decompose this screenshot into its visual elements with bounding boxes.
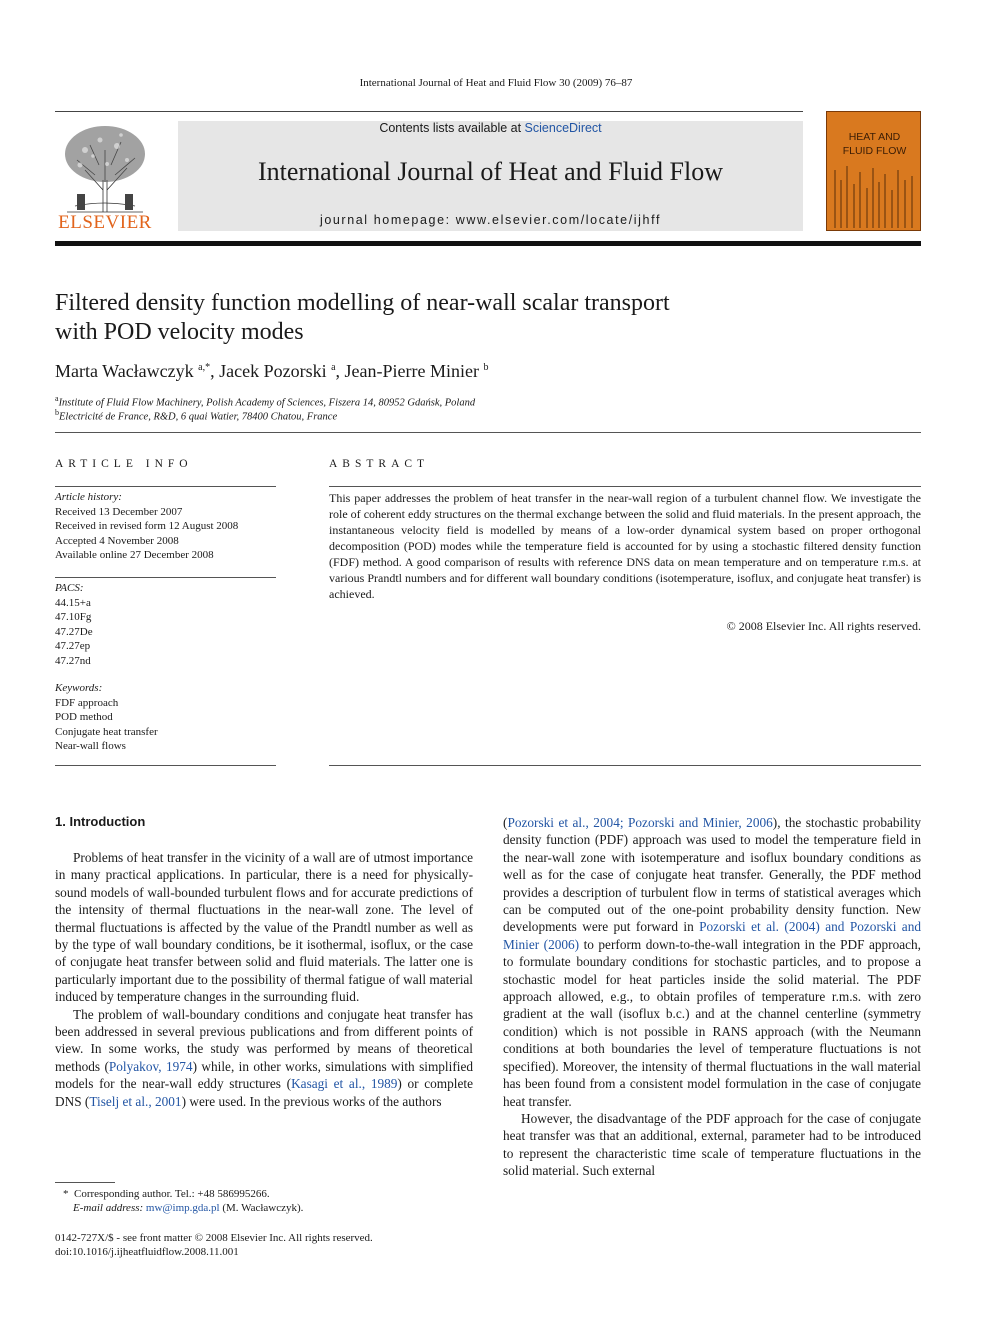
author-sup: a,* bbox=[198, 362, 211, 373]
text-run: ) or complete DNS ( bbox=[55, 1076, 473, 1109]
right-column bbox=[503, 814, 921, 1180]
text-run: ) were used. In the previous works of the authors bbox=[181, 1093, 442, 1109]
pacs-item: 47.27nd bbox=[55, 654, 91, 667]
intro-paragraph-3 bbox=[503, 814, 921, 1110]
section-heading: 1. Introduction bbox=[55, 814, 146, 829]
footnote bbox=[55, 1187, 473, 1215]
header-thick-rule bbox=[55, 241, 921, 246]
pacs-label: PACS: bbox=[55, 582, 84, 594]
abstract-rule bbox=[329, 486, 921, 487]
footnote-rule bbox=[55, 1182, 115, 1183]
intro-paragraph-1: Problems of heat transfer in the vicinity of a wall are of utmost importance in many practical applications. In particular, there is a need for physically-sound models of wall-bounded turbulent flows and for accurate predictions of the intensity of thermal fluctuations in the near-wall zone. The level of thermal fluctuations is affected by the value of the Prandtl number as well as by the type of wall boundary conditions, be it isothermal, isoflux, or the case of conjugate heat transfer between solid and fluid materials. The latter one is particularly important due to the possibility of thermal fatigue of wall material induced by temperature changes in the surrounding fluid. bbox=[55, 850, 473, 1005]
history-item: Received in revised form 12 August 2008 bbox=[55, 520, 239, 532]
affil-text: Electricité de France, R&D, 6 quai Watier, 78400 Chatou, France bbox=[59, 411, 338, 423]
affiliation-b bbox=[55, 408, 337, 423]
affil-sup: a bbox=[55, 394, 59, 403]
contents-line bbox=[178, 121, 803, 135]
author-name[interactable]: Marta Wacławczyk bbox=[55, 361, 194, 381]
pacs-list bbox=[55, 581, 276, 668]
history-item: Received 13 December 2007 bbox=[55, 505, 183, 518]
abstract-copyright: © 2008 Elsevier Inc. All rights reserved. bbox=[726, 619, 921, 633]
email-link[interactable]: mw@imp.gda.pl bbox=[145, 1202, 220, 1214]
footnote-star: * bbox=[63, 1188, 69, 1200]
elsevier-wordmark: ELSEVIER bbox=[58, 212, 152, 233]
author-sup: a bbox=[331, 362, 336, 373]
keywords-list bbox=[55, 681, 276, 754]
front-matter bbox=[55, 1231, 473, 1259]
article-info-heading: ARTICLE INFO bbox=[55, 458, 193, 470]
article-title-line2: with POD velocity modes bbox=[55, 319, 304, 345]
author-list: Marta Wacławczyk $^{a,*}$, Jacek Pozorski $^a$, Jean-Pierre Minier $^b$ bbox=[55, 361, 489, 381]
affil-text: Institute of Fluid Flow Machinery, Polish Academy of Sciences, Fiszera 14, 80952 Gdańsk, Poland bbox=[58, 397, 476, 409]
text-run: ), the stochastic probability density function (PDF) approach was used to model the temperature field in the near-wall zone with isotemperature and isoflux boundary conditions as well as for the case of conjugate heat transfer. Generally, the PDF method provides a description of turbulent flow in terms of statistical averages which can be computed out of the one-point probability density function. New developments were put forward in bbox=[503, 815, 921, 935]
email-name: (M. Wacławczyk). bbox=[222, 1202, 304, 1214]
affil-sup: b bbox=[55, 408, 59, 417]
footnote-corresponding bbox=[55, 1187, 473, 1201]
history-label: Article history: bbox=[55, 491, 122, 503]
keywords-label: Keywords: bbox=[55, 682, 103, 694]
pacs-item: 47.27ep bbox=[55, 640, 91, 652]
citation-link[interactable]: Polyakov, 1974 bbox=[108, 1058, 193, 1074]
keyword-item: Near-wall flows bbox=[55, 740, 126, 752]
cover-title-line2: FLUID FLOW bbox=[842, 145, 907, 157]
affiliation-a bbox=[55, 394, 475, 409]
header-rule bbox=[55, 111, 803, 112]
citation-link[interactable]: Kasagi et al., 1989 bbox=[291, 1076, 398, 1092]
text-run: to perform down-to-the-wall integration in the PDF approach, to formulate boundary conditions for stochastic particles, and to propose a stochastic model for heat particles inside the solid material. The PDF approach allowed, e.g., to obtain profiles of temperature r.m.s. with zero gradient at the wall (isoflux b.c.) and at the channel centerline (symmetry condition) which is not possible in RANS approach (with the Neumann conditions at both boundaries the level of temperature fluctuations is not specified). Moreover, the intensity of thermal fluctuations in the wall material has been found from a consistent model formulation in the case of conjugate heat transfer. bbox=[503, 936, 921, 1109]
text-run: ( bbox=[503, 815, 508, 830]
abstract-heading: ABSTRACT bbox=[329, 458, 430, 470]
footnote-text: Corresponding author. Tel.: +48 586995266. bbox=[74, 1188, 270, 1200]
abstract-text: This paper addresses the problem of heat transfer in the near-wall region of a turbulent channel flow. We investigate the role of coherent eddy structures on the thermal exchange between the solid and fluid materials. In the present approach, the instantaneous velocity field is modelled by means of a low-order dynamical system based on proper orthogonal decomposition (POD) modes while the temperature field is accounted for by using a stochastic filtered density function (FDF) method. A good comparison of results with reference DNS data on mean temperature and on temperature r.m.s. at various Prandtl numbers and for different wall boundary conditions (isotemperature, isoflux, and conjugate heat transfer) is achieved. bbox=[329, 491, 921, 601]
doi-line[interactable]: doi:10.1016/j.ijheatfluidflow.2008.11.001 bbox=[55, 1246, 239, 1258]
journal-cover bbox=[826, 111, 921, 231]
cover-title-line1: HEAT AND bbox=[848, 131, 901, 143]
article-history bbox=[55, 490, 276, 563]
citation-link[interactable]: Pozorski et al. (2004) and Pozorski and Minier (2006) bbox=[503, 919, 922, 952]
keyword-item: POD method bbox=[55, 711, 113, 723]
running-head: International Journal of Heat and Fluid Flow 30 (2009) 76–87 bbox=[359, 77, 633, 89]
affiliation-rule bbox=[55, 432, 921, 433]
email-label: E-mail address: bbox=[73, 1202, 144, 1214]
info-rule-bottom bbox=[55, 765, 276, 766]
citation-link[interactable]: Pozorski et al., 2004; Pozorski and Minier, 2006 bbox=[507, 815, 773, 830]
keyword-item: FDF approach bbox=[55, 696, 119, 709]
journal-homepage[interactable]: journal homepage: www.elsevier.com/locate/ijhff bbox=[319, 213, 662, 227]
left-column bbox=[55, 849, 473, 1110]
pacs-item: 44.15+a bbox=[55, 596, 91, 609]
article-title bbox=[55, 289, 815, 347]
contents-prefix: Contents lists available at bbox=[379, 121, 525, 135]
text-run: The problem of wall-boundary conditions and conjugate heat transfer has been addressed in several previous publications and from different points of view. In some works, the study was performed by means of theoretical methods ( bbox=[55, 1006, 473, 1074]
abstract-rule-bottom bbox=[329, 765, 921, 766]
intro-paragraph-4: However, the disadvantage of the PDF approach for the case of conjugate heat transfer was that an additional, external, parameter had to be introduced to represent the characteristic time scale of temperature fluctuations in the solid material. Such external bbox=[503, 1110, 921, 1179]
article-title-line1: Filtered density function modelling of near-wall scalar transport bbox=[55, 290, 670, 316]
text-run: ) while, in other works, simulations with simplified models for the near-wall eddy structures ( bbox=[55, 1058, 473, 1092]
sciencedirect-link[interactable]: ScienceDirect bbox=[524, 121, 602, 135]
cover-artwork bbox=[827, 162, 921, 231]
author-name[interactable]: Jean-Pierre Minier bbox=[344, 361, 479, 381]
pacs-item: 47.27De bbox=[55, 625, 93, 638]
citation-link[interactable]: Tiselj et al., 2001 bbox=[89, 1093, 182, 1109]
journal-title: International Journal of Heat and Fluid Flow bbox=[257, 157, 724, 186]
keyword-item: Conjugate heat transfer bbox=[55, 725, 158, 738]
info-rule bbox=[55, 577, 276, 578]
history-item: Accepted 4 November 2008 bbox=[55, 534, 179, 547]
issn-line: 0142-727X/$ - see front matter © 2008 Elsevier Inc. All rights reserved. bbox=[55, 1232, 373, 1244]
info-rule bbox=[55, 486, 276, 487]
cover-title bbox=[827, 130, 921, 158]
footnote-email bbox=[55, 1201, 473, 1215]
intro-paragraph-2 bbox=[55, 1006, 473, 1110]
pacs-item: 47.10Fg bbox=[55, 611, 92, 623]
author-name[interactable]: Jacek Pozorski bbox=[219, 361, 327, 381]
history-item: Available online 27 December 2008 bbox=[55, 549, 214, 561]
author-sup: b bbox=[483, 362, 489, 373]
